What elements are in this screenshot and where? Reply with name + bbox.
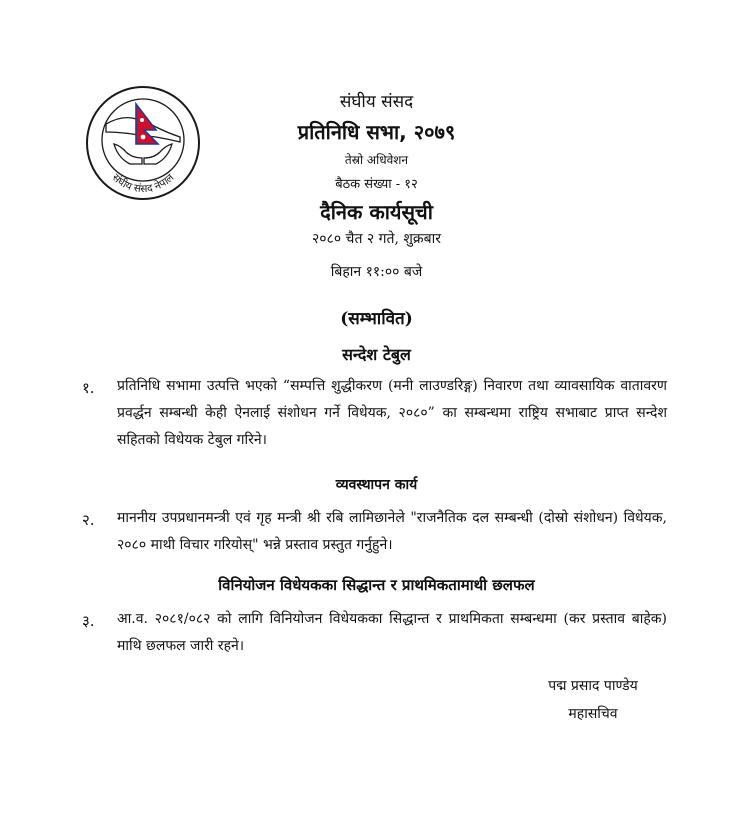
item-number: १. bbox=[82, 379, 95, 397]
signatory-title: महासचिव bbox=[568, 706, 618, 722]
document-title: दैनिक कार्यसूची bbox=[320, 200, 433, 224]
item-number: २. bbox=[82, 511, 95, 529]
item-text: माननीय उपप्रधानमन्त्री एवं गृह मन्त्री श्री रबि लामिछानेले "राजनैतिक दल सम्बन्धी (दोस्रो संशोधन) विधेयक, २०८० माथी विचार गरियोस्" भन्ने प्रस्ताव प्रस्तुत गर्नुहुने। bbox=[117, 510, 667, 553]
tentative-label: (सम्भावित) bbox=[340, 309, 413, 329]
org-name: संघीय संसद bbox=[339, 92, 414, 112]
section-heading-message-table: सन्देश टेबुल bbox=[342, 345, 411, 364]
item-number: ३. bbox=[82, 612, 95, 630]
meeting-date: २०८० चैत २ गते, शुक्रबार bbox=[311, 231, 441, 247]
emblem-caption: संघीय संसद नेपाल bbox=[109, 171, 177, 196]
meeting-time: बिहान ११:०० बजे bbox=[330, 264, 423, 280]
meeting-number: बैठक संख्या - १२ bbox=[335, 177, 418, 192]
section-heading-appropriation: विनियोजन विधेयकका सिद्धान्त र प्राथमिकतामाथी छलफल bbox=[218, 576, 535, 594]
signatory-name: पद्म प्रसाद पाण्डेय bbox=[548, 678, 638, 694]
session-label: तेस्रो अधिवेशन bbox=[344, 153, 409, 167]
item-text: प्रतिनिधि सभामा उत्पत्ति भएको “सम्पत्ति शुद्धीकरण (मनी लाउण्डरिङ्ग) निवारण तथा व्यावसायिक वातावरण प्रवर्द्धन सम्बन्धी केही ऐनलाई संशोधन गर्ने विधेयक, २०८०” का सम्बन्धमा राष्ट्रिय सभाबाट प्राप्त सन्देश सहितको विधेयक टेबुल गरिने। bbox=[117, 378, 667, 448]
section-heading-legislation: व्यवस्थापन कार्य bbox=[335, 477, 418, 493]
house-title: प्रतिनिधि सभा, २०७९ bbox=[297, 120, 456, 144]
item-text: आ.व. २०८१/०८२ को लागि विनियोजन विधेयकका सिद्धान्त र प्राथमिकता सम्बन्धमा (कर प्रस्ताव बाहेक) माथि छलफल जारी रहने। bbox=[117, 611, 667, 654]
